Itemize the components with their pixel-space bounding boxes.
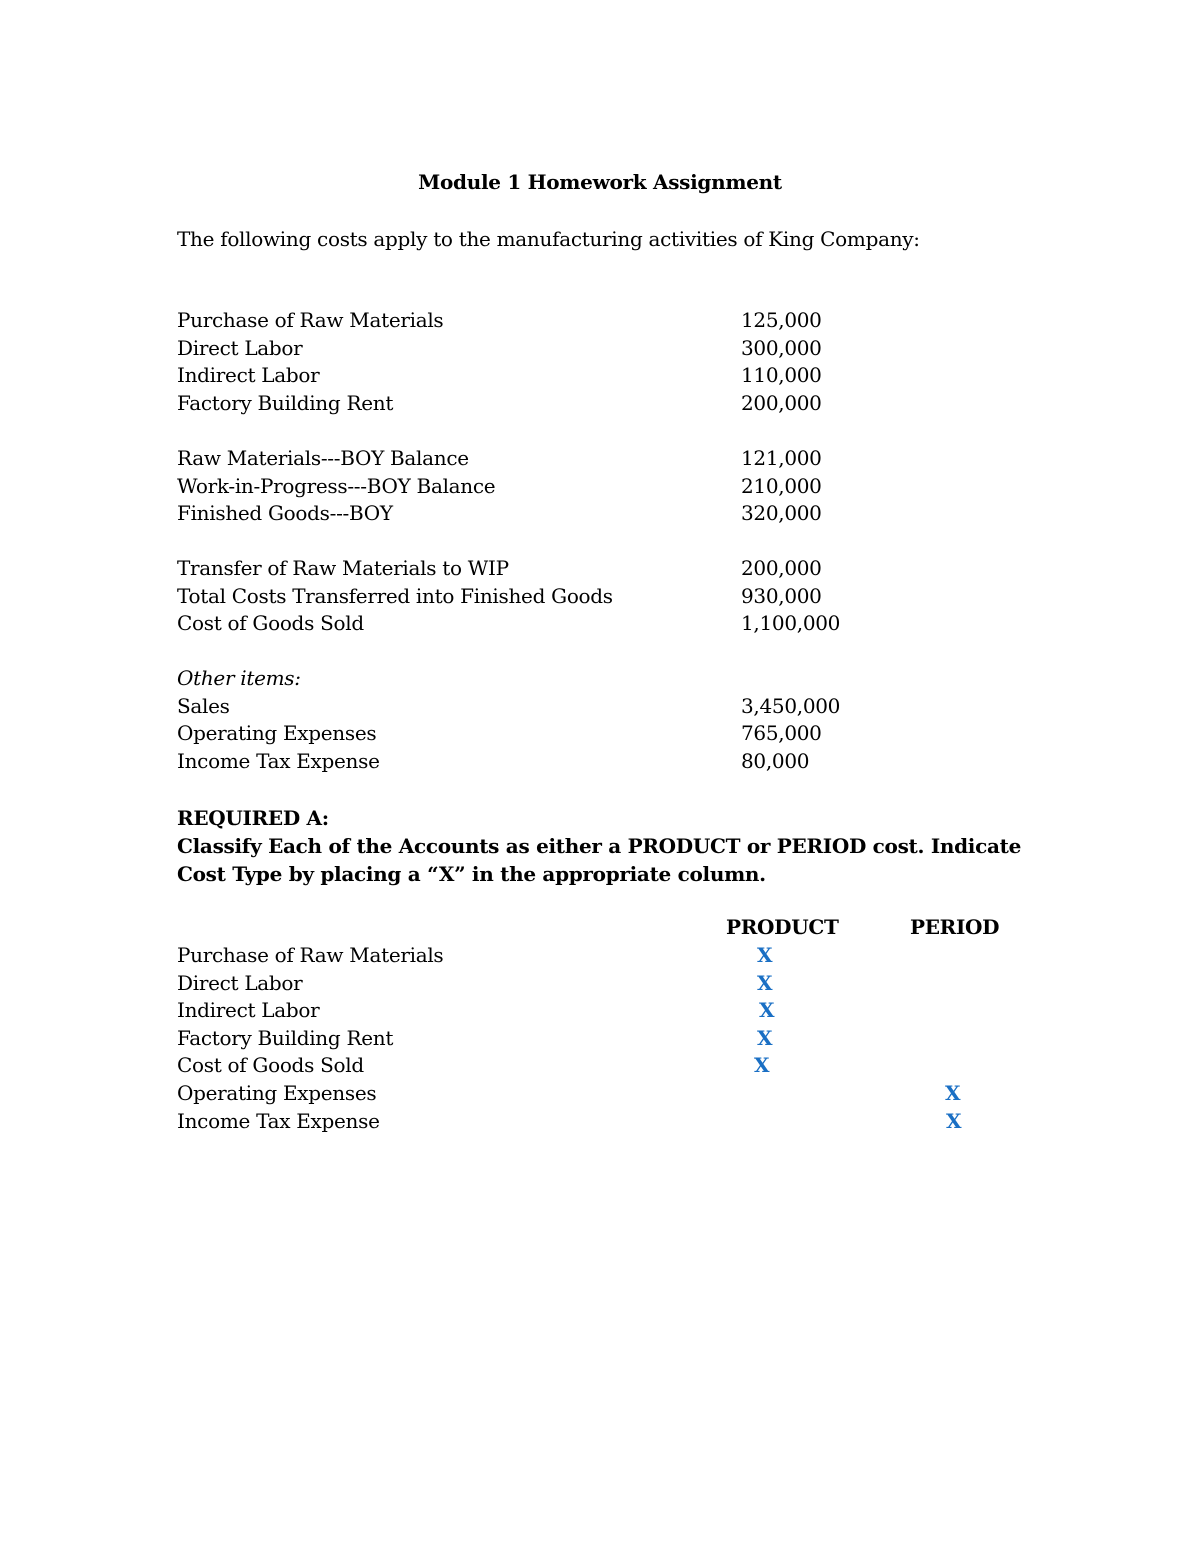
other-items-heading-row [177,666,1057,694]
product-mark: X [757,970,773,995]
classification-row [177,1026,1057,1054]
cost-value: 80,000 [741,749,810,774]
classification-row [177,998,1057,1026]
cost-value: 110,000 [741,363,822,388]
cost-value: 1,100,000 [741,611,841,636]
cost-row [177,611,1057,639]
account-label: Cost of Goods Sold [177,1053,364,1078]
cost-row [177,501,1057,529]
product-mark: X [759,998,775,1023]
cost-label: Finished Goods---BOY [177,501,393,526]
cost-row [177,474,1057,502]
product-mark: X [757,1025,773,1050]
page-title: Module 1 Homework Assignment [418,170,782,194]
cost-label: Total Costs Transferred into Finished Goods [177,583,613,608]
account-label: Purchase of Raw Materials [177,943,444,967]
cost-row [177,749,1057,777]
cost-label: Operating Expenses [177,721,377,746]
cost-label: Indirect Labor [177,363,320,388]
cost-value: 200,000 [741,391,822,416]
other-items-group [177,666,1057,777]
cost-label: Raw Materials---BOY Balance [177,446,469,470]
required-heading: REQUIRED A: [177,806,329,830]
cost-value: 210,000 [741,473,822,498]
cost-label: Sales [177,693,230,718]
cost-label: Factory Building Rent [177,391,394,416]
period-mark: X [946,1108,962,1133]
account-label: Income Tax Expense [177,1108,380,1133]
cost-row [177,308,1057,336]
cost-label: Income Tax Expense [177,749,380,774]
classification-row [177,971,1057,999]
cost-value: 125,000 [741,308,822,332]
costs-group-3 [177,556,1057,639]
cost-label: Transfer of Raw Materials to WIP [177,556,509,580]
account-label: Indirect Labor [177,998,320,1023]
cost-row [177,694,1057,722]
required-instruction-line-2: Cost Type by placing a “X” in the appropriate column. [177,862,766,886]
costs-group-1 [177,308,1057,419]
cost-label: Work-in-Progress---BOY Balance [177,473,496,498]
cost-row [177,336,1057,364]
cost-row [177,446,1057,474]
required-instruction-line-1: Classify Each of the Accounts as either a PRODUCT or PERIOD cost. Indicate [177,834,1022,858]
other-items-heading: Other items: [177,666,301,690]
classification-row [177,943,1057,971]
cost-row [177,721,1057,749]
product-column-header: PRODUCT [726,915,839,939]
period-mark: X [945,1080,961,1105]
cost-label: Purchase of Raw Materials [177,308,444,332]
cost-value: 320,000 [741,501,822,526]
classification-row [177,1081,1057,1109]
cost-value: 765,000 [741,721,822,746]
costs-group-2 [177,446,1057,529]
cost-value: 3,450,000 [741,693,841,718]
cost-label: Direct Labor [177,335,303,360]
cost-row [177,363,1057,391]
cost-row [177,391,1057,419]
cost-value: 300,000 [741,335,822,360]
account-label: Factory Building Rent [177,1025,394,1050]
classification-row [177,1053,1057,1081]
account-label: Direct Labor [177,970,303,995]
cost-label: Cost of Goods Sold [177,611,364,636]
cost-row [177,556,1057,584]
classification-row [177,1109,1057,1137]
cost-value: 930,000 [741,583,822,608]
classification-table [177,943,1057,1136]
product-mark: X [757,943,773,967]
cost-value: 200,000 [741,556,822,580]
required-section [177,804,1037,888]
cost-row [177,584,1057,612]
cost-value: 121,000 [741,446,822,470]
intro-text: The following costs apply to the manufacturing activities of King Company: [177,227,920,251]
product-mark: X [754,1053,770,1078]
period-column-header: PERIOD [910,915,1000,939]
account-label: Operating Expenses [177,1080,377,1105]
